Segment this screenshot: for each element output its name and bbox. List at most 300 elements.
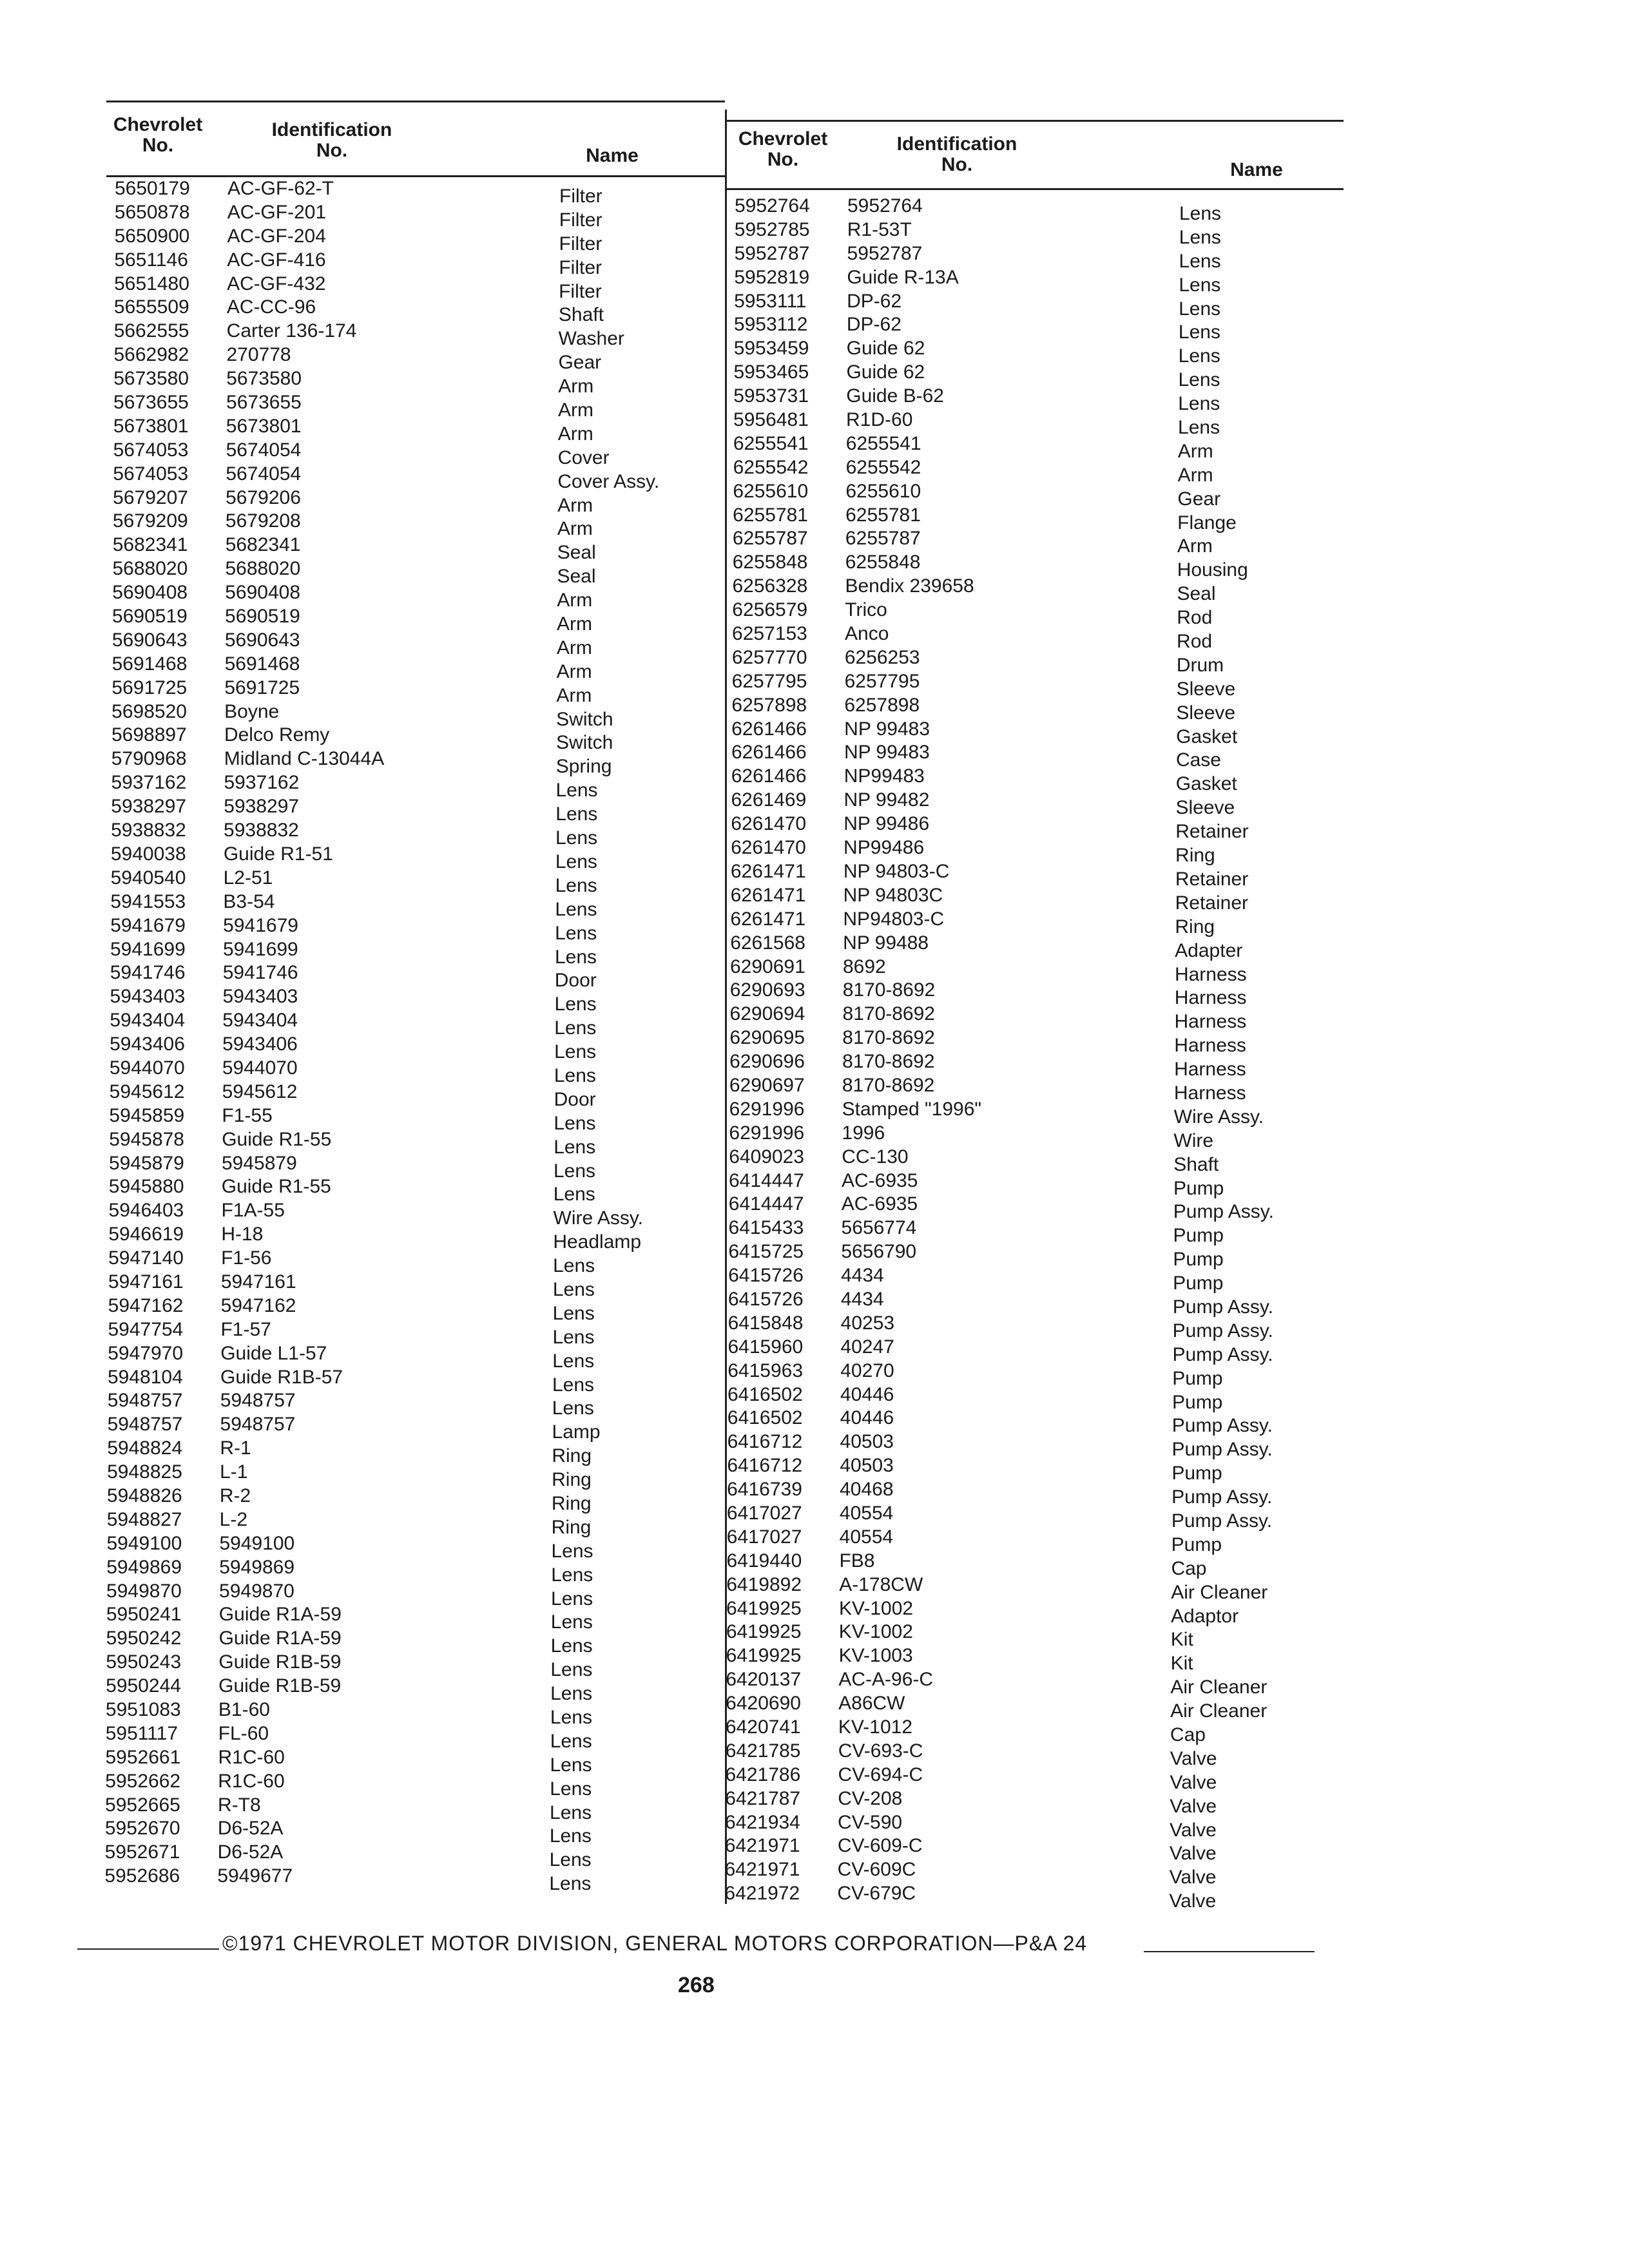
chevrolet-number: 5948757 xyxy=(107,1390,183,1412)
list-item xyxy=(111,724,720,754)
list-item xyxy=(109,1128,720,1158)
identification-number: 5679206 xyxy=(226,486,301,508)
identification-number: Guide R1B-59 xyxy=(218,1675,342,1697)
part-name: Rod xyxy=(1177,631,1213,653)
identification-number: 5679208 xyxy=(225,510,301,532)
identification-number: AC-GF-62-T xyxy=(227,178,334,199)
list-item xyxy=(112,557,720,588)
part-name: Arm xyxy=(558,376,594,398)
part-name: Lens xyxy=(550,1802,592,1823)
part-name: Lens xyxy=(1178,417,1220,439)
identification-number: 40446 xyxy=(840,1407,894,1429)
part-name: Drum xyxy=(1176,654,1224,676)
chevrolet-number: 5941553 xyxy=(110,890,186,912)
identification-number: D6-52A xyxy=(217,1818,284,1840)
identification-number: 5945879 xyxy=(221,1152,297,1174)
identification-number: 8170-8692 xyxy=(842,1074,935,1096)
identification-number: Guide B-62 xyxy=(846,385,944,407)
part-name: Lens xyxy=(555,827,598,849)
header-chev-line1: Chevrolet xyxy=(113,114,203,135)
right-header-name xyxy=(1218,160,1295,180)
chevrolet-number: 5949869 xyxy=(106,1556,182,1578)
header-ident-line1: Identification xyxy=(271,119,392,140)
list-item xyxy=(727,1478,1340,1508)
identification-number: 5682341 xyxy=(225,534,301,556)
part-name: Gear xyxy=(558,352,602,374)
part-name: Housing xyxy=(1177,559,1248,581)
part-name: Ring xyxy=(552,1469,592,1491)
part-name: Arm xyxy=(556,637,592,658)
identification-number: 6255542 xyxy=(845,456,921,478)
part-name: Pump Assy. xyxy=(1171,1486,1273,1508)
part-name: Pump xyxy=(1172,1367,1223,1389)
part-name: Pump xyxy=(1171,1533,1222,1555)
identification-number: 5688020 xyxy=(225,558,301,580)
part-name: Pump Assy. xyxy=(1171,1415,1273,1437)
part-name: Sleeve xyxy=(1176,702,1236,724)
chevrolet-number: 6257153 xyxy=(732,623,807,645)
chevrolet-number: 6261466 xyxy=(731,718,807,740)
chevrolet-number: 6416502 xyxy=(727,1407,803,1429)
part-name: Wire Assy. xyxy=(1173,1106,1264,1128)
chevrolet-number: 6261471 xyxy=(730,884,806,906)
chevrolet-number: 6409023 xyxy=(729,1146,804,1168)
list-item xyxy=(110,938,720,968)
identification-number: KV-1012 xyxy=(838,1716,912,1738)
chevrolet-number: 5947161 xyxy=(108,1271,184,1293)
list-item xyxy=(729,1122,1340,1151)
list-item xyxy=(728,1264,1340,1294)
list-item xyxy=(733,432,1340,462)
part-name: Lens xyxy=(554,1041,597,1063)
identification-number: 5947161 xyxy=(220,1271,296,1293)
identification-number: CV-679C xyxy=(837,1883,916,1905)
identification-number: AC-GF-201 xyxy=(227,201,327,223)
identification-number: 5673801 xyxy=(226,415,302,437)
list-item xyxy=(725,1787,1340,1817)
part-name: Shaft xyxy=(1173,1153,1219,1175)
list-item xyxy=(111,700,720,730)
identification-number: 6256253 xyxy=(844,646,920,668)
chevrolet-number: 5690643 xyxy=(111,629,188,651)
identification-number: DP-62 xyxy=(846,314,901,336)
identification-number: 5690519 xyxy=(225,606,300,628)
chevrolet-number: 6421786 xyxy=(725,1763,801,1785)
identification-number: 8170-8692 xyxy=(842,1027,935,1049)
part-name: Arm xyxy=(1177,440,1213,462)
identification-number: 8170-8692 xyxy=(842,1003,935,1025)
part-name: Harness xyxy=(1174,963,1247,985)
part-name: Lens xyxy=(554,946,597,968)
chevrolet-number: 6421785 xyxy=(725,1740,801,1762)
list-item xyxy=(110,1009,720,1039)
list-item xyxy=(728,1169,1340,1199)
part-name: Lens xyxy=(1178,345,1220,367)
chevrolet-number: 5950241 xyxy=(106,1604,182,1626)
part-name: Cap xyxy=(1170,1724,1206,1745)
list-item xyxy=(726,1692,1340,1722)
chevrolet-number: 5952671 xyxy=(104,1841,180,1863)
part-name: Lens xyxy=(1178,322,1220,343)
chevrolet-number: 6421787 xyxy=(725,1787,801,1809)
identification-number: KV-1002 xyxy=(839,1597,914,1619)
chevrolet-number: 6290697 xyxy=(729,1074,805,1096)
chevrolet-number: 5953111 xyxy=(734,290,807,312)
top-rule-left xyxy=(106,101,725,102)
list-item xyxy=(732,575,1340,605)
list-item xyxy=(734,290,1340,320)
identification-number: Boyne xyxy=(224,700,280,722)
identification-number: NP 94803C xyxy=(843,884,943,906)
chevrolet-number: 5948827 xyxy=(106,1508,182,1530)
part-name: Wire Assy. xyxy=(553,1207,643,1229)
part-name: Lens xyxy=(552,1302,595,1324)
identification-number: CV-208 xyxy=(838,1787,903,1809)
list-item xyxy=(733,361,1340,391)
chevrolet-number: 5941679 xyxy=(110,914,186,936)
part-name: Lens xyxy=(550,1635,593,1657)
chevrolet-number: 6417027 xyxy=(726,1502,802,1524)
chevrolet-number: 5952670 xyxy=(104,1818,180,1840)
part-name: Case xyxy=(1175,749,1221,771)
part-name: Pump Assy. xyxy=(1173,1201,1274,1223)
part-name: Gasket xyxy=(1175,773,1237,795)
list-item xyxy=(731,718,1340,747)
part-name: Switch xyxy=(555,732,613,754)
list-item xyxy=(730,884,1340,914)
list-item xyxy=(110,867,720,896)
chevrolet-number: 5946619 xyxy=(108,1224,184,1245)
identification-number: 8170-8692 xyxy=(842,1051,935,1073)
chevrolet-number: 6415726 xyxy=(728,1288,804,1310)
chevrolet-number: 5941746 xyxy=(110,962,186,984)
identification-number: NP 99483 xyxy=(844,718,930,740)
part-name: Valve xyxy=(1170,1771,1217,1793)
list-item xyxy=(106,1485,720,1514)
chevrolet-number: 5650179 xyxy=(115,178,190,199)
chevrolet-number: 6261471 xyxy=(730,908,806,930)
chevrolet-number: 5952785 xyxy=(734,218,810,240)
list-item xyxy=(727,1430,1340,1461)
part-name: Lens xyxy=(552,1278,595,1300)
part-name: Retainer xyxy=(1175,868,1249,890)
identification-number: 5938297 xyxy=(224,796,300,818)
chevrolet-number: 5691725 xyxy=(111,677,188,698)
identification-number: F1-55 xyxy=(222,1104,273,1126)
list-item xyxy=(108,1271,720,1300)
identification-number: FB8 xyxy=(839,1550,875,1571)
list-item xyxy=(734,218,1340,248)
identification-number: 6255541 xyxy=(845,432,921,454)
chevrolet-number: 6419892 xyxy=(726,1573,802,1595)
part-name: Lens xyxy=(552,1398,594,1419)
part-name: Harness xyxy=(1174,1059,1246,1081)
part-name: Lens xyxy=(1179,203,1222,224)
list-item xyxy=(731,812,1340,843)
part-name: Pump xyxy=(1173,1225,1224,1247)
part-name: Lens xyxy=(1179,274,1221,296)
identification-number: 5952787 xyxy=(847,242,923,264)
part-name: Air Cleaner xyxy=(1171,1581,1268,1603)
identification-number: Trico xyxy=(845,599,887,621)
chevrolet-number: 5949100 xyxy=(106,1532,182,1554)
identification-number: F1A-55 xyxy=(221,1200,285,1222)
chevrolet-number: 5946403 xyxy=(108,1200,184,1222)
chevrolet-number: 6255610 xyxy=(733,480,809,502)
top-rule-right xyxy=(725,120,1344,122)
footer-rule-left xyxy=(77,1948,219,1950)
chevrolet-number: 5952819 xyxy=(734,266,810,288)
list-item xyxy=(108,1223,720,1253)
list-item xyxy=(108,1247,720,1277)
chevrolet-number: 5679209 xyxy=(112,510,188,532)
identification-number: 40503 xyxy=(840,1431,894,1453)
identification-number: Carter 136-174 xyxy=(226,320,357,342)
part-name: Valve xyxy=(1170,1795,1217,1817)
list-item xyxy=(730,860,1340,890)
list-item xyxy=(734,242,1340,272)
part-name: Lens xyxy=(1178,393,1220,415)
list-item xyxy=(726,1620,1340,1651)
identification-number: 6255781 xyxy=(845,504,921,526)
chevrolet-number: 5698520 xyxy=(111,700,187,722)
chevrolet-number: 5655509 xyxy=(113,296,189,318)
list-item xyxy=(726,1573,1340,1603)
part-name: Lens xyxy=(1179,298,1221,320)
part-name: Arm xyxy=(1177,464,1213,486)
list-item xyxy=(110,985,720,1015)
list-item xyxy=(112,605,720,635)
chevrolet-number: 5662555 xyxy=(113,320,189,342)
identification-number: NP 99483 xyxy=(843,742,930,764)
list-item xyxy=(730,932,1340,961)
identification-number: NP 94803-C xyxy=(843,860,950,882)
identification-number: 5949100 xyxy=(219,1532,295,1554)
chevrolet-number: 5673580 xyxy=(113,368,189,390)
chevrolet-number: 5945859 xyxy=(109,1104,185,1126)
list-item xyxy=(104,1865,720,1895)
header-ident-line2: No. xyxy=(941,154,973,175)
chevrolet-number: 6261466 xyxy=(731,742,807,764)
list-item xyxy=(733,385,1340,415)
part-name: Spring xyxy=(555,756,612,778)
list-item xyxy=(113,486,720,516)
chevrolet-number: 5953731 xyxy=(733,385,809,407)
part-name: Arm xyxy=(557,423,593,445)
list-item xyxy=(111,629,720,658)
list-item xyxy=(726,1502,1340,1532)
list-item xyxy=(105,1794,720,1823)
identification-number: 8692 xyxy=(842,956,886,977)
identification-number: Guide R1A-59 xyxy=(218,1604,342,1626)
list-item xyxy=(729,979,1340,1009)
identification-number: B1-60 xyxy=(218,1699,270,1720)
part-name: Lens xyxy=(554,1064,596,1086)
identification-number: 5945612 xyxy=(222,1081,298,1102)
identification-number: 5673655 xyxy=(226,392,302,414)
part-name: Pump Assy. xyxy=(1172,1296,1274,1318)
identification-number: 40247 xyxy=(840,1336,894,1358)
identification-number: Bendix 239658 xyxy=(845,575,974,597)
chevrolet-number: 5688020 xyxy=(112,558,188,580)
chevrolet-number: 5952665 xyxy=(105,1794,180,1816)
chevrolet-number: 5673655 xyxy=(113,392,189,414)
chevrolet-number: 6420741 xyxy=(725,1716,801,1738)
part-name: Air Cleaner xyxy=(1170,1677,1268,1698)
part-name: Lens xyxy=(550,1707,592,1728)
footer-rule-right xyxy=(1144,1951,1315,1952)
identification-number: Midland C-13044A xyxy=(224,748,385,770)
part-name: Lens xyxy=(555,803,598,825)
part-name: Lens xyxy=(552,1350,595,1372)
identification-number: NP 99486 xyxy=(843,813,930,835)
chevrolet-number: 6255542 xyxy=(733,456,809,478)
identification-number: 8170-8692 xyxy=(842,979,936,1001)
list-item xyxy=(728,1193,1340,1223)
list-item xyxy=(105,1722,720,1752)
left-header-name xyxy=(574,146,651,166)
list-item xyxy=(112,581,720,611)
list-item xyxy=(113,367,720,398)
part-name: Lens xyxy=(555,850,597,872)
chevrolet-number: 5691468 xyxy=(111,653,188,675)
part-name: Lens xyxy=(551,1588,593,1610)
list-item xyxy=(108,1294,720,1324)
identification-number: 6257795 xyxy=(844,670,920,692)
list-item xyxy=(729,1050,1340,1081)
identification-number: FL-60 xyxy=(218,1722,269,1744)
identification-number: R1-53T xyxy=(847,218,912,240)
part-name: Lens xyxy=(555,922,597,944)
part-name: Seal xyxy=(557,566,596,588)
list-item xyxy=(110,961,720,992)
part-name: Pump xyxy=(1171,1463,1222,1485)
list-item xyxy=(111,747,720,778)
identification-number: DP-62 xyxy=(847,290,902,312)
identification-number: 5937162 xyxy=(224,772,300,794)
chevrolet-number: 6419925 xyxy=(726,1645,802,1667)
chevrolet-number: 5682341 xyxy=(112,534,188,556)
identification-number: Guide R1-55 xyxy=(222,1128,332,1150)
list-item xyxy=(107,1413,720,1443)
part-name: Pump xyxy=(1173,1249,1224,1271)
list-item xyxy=(734,266,1340,296)
list-item xyxy=(115,177,720,207)
part-name: Lens xyxy=(551,1564,593,1586)
chevrolet-number: 5944070 xyxy=(109,1057,185,1079)
chevrolet-number: 5937162 xyxy=(111,772,187,794)
chevrolet-number: 5945879 xyxy=(108,1152,184,1174)
identification-number: 5941679 xyxy=(223,914,298,936)
list-item xyxy=(110,914,720,944)
list-item xyxy=(726,1668,1340,1698)
list-item xyxy=(728,1312,1340,1341)
list-item xyxy=(111,677,720,706)
part-name: Sleeve xyxy=(1175,797,1235,819)
identification-number: 40554 xyxy=(839,1502,894,1524)
part-name: Lens xyxy=(554,1112,596,1134)
chevrolet-number: 6255541 xyxy=(733,432,809,454)
chevrolet-number: 6291996 xyxy=(729,1098,805,1120)
list-item xyxy=(729,1074,1340,1104)
part-name: Filter xyxy=(559,209,602,231)
part-name: Retainer xyxy=(1175,821,1249,843)
chevrolet-number: 5950244 xyxy=(106,1675,181,1697)
page-number: 268 xyxy=(678,1973,715,1997)
identification-number: Guide R1B-57 xyxy=(220,1366,343,1388)
part-name: Arm xyxy=(557,613,593,635)
chevrolet-number: 6255848 xyxy=(732,552,808,573)
list-item xyxy=(105,1698,720,1728)
list-item xyxy=(728,1216,1340,1247)
part-name: Lamp xyxy=(552,1421,601,1443)
chevrolet-number: 6416712 xyxy=(727,1431,803,1453)
identification-number: R1D-60 xyxy=(846,409,913,431)
part-name: Arm xyxy=(558,399,594,421)
identification-number: Guide 62 xyxy=(846,338,925,360)
list-item xyxy=(728,1240,1340,1271)
part-name: Lens xyxy=(1179,226,1221,248)
chevrolet-number: 5952764 xyxy=(735,195,810,216)
chevrolet-number: 6419440 xyxy=(726,1550,802,1571)
identification-number: 6255787 xyxy=(845,528,921,550)
identification-number: L2-51 xyxy=(223,867,273,889)
identification-number: AC-GF-432 xyxy=(227,273,326,294)
identification-number: AC-CC-96 xyxy=(226,296,316,318)
part-name: Wire xyxy=(1173,1129,1214,1151)
list-item xyxy=(108,1152,720,1182)
chevrolet-number: 6420690 xyxy=(726,1693,801,1715)
part-name: Cover Assy. xyxy=(557,470,660,492)
part-name: Lens xyxy=(550,1730,592,1752)
identification-number: B3-54 xyxy=(223,890,275,912)
list-item xyxy=(724,1834,1340,1865)
identification-number: CC-130 xyxy=(842,1146,909,1168)
list-item xyxy=(107,1461,720,1491)
list-item xyxy=(114,225,720,255)
part-name: Retainer xyxy=(1175,892,1249,914)
chevrolet-number: 5690519 xyxy=(112,606,188,628)
header-rule-right xyxy=(725,188,1344,190)
list-item xyxy=(731,765,1340,795)
chevrolet-number: 5951083 xyxy=(105,1699,181,1720)
part-name: Harness xyxy=(1174,987,1247,1009)
header-ident-line1: Identification xyxy=(896,133,1017,155)
chevrolet-number: 5662982 xyxy=(113,344,189,366)
list-item xyxy=(113,343,720,374)
chevrolet-number: 6261470 xyxy=(731,813,807,835)
list-item xyxy=(111,653,720,682)
identification-number: NP94803-C xyxy=(843,908,945,930)
identification-number: F1-57 xyxy=(220,1318,271,1340)
identification-number: CV-590 xyxy=(838,1811,903,1833)
list-item xyxy=(726,1550,1340,1579)
list-item xyxy=(726,1644,1340,1675)
part-name: Lens xyxy=(554,1017,597,1039)
part-name: Pump Assy. xyxy=(1172,1320,1273,1341)
identification-number: 6255848 xyxy=(845,552,921,573)
identification-number: 5674054 xyxy=(226,439,302,461)
part-name: Lens xyxy=(552,1326,595,1348)
chevrolet-number: 5953459 xyxy=(733,338,809,360)
part-name: Door xyxy=(554,1088,596,1110)
list-item xyxy=(112,510,720,540)
chevrolet-number: 6416712 xyxy=(727,1455,803,1477)
identification-number: 5656790 xyxy=(841,1241,917,1263)
identification-number: 5948757 xyxy=(220,1390,296,1412)
chevrolet-number: 6415848 xyxy=(728,1312,804,1334)
list-item xyxy=(106,1675,720,1705)
